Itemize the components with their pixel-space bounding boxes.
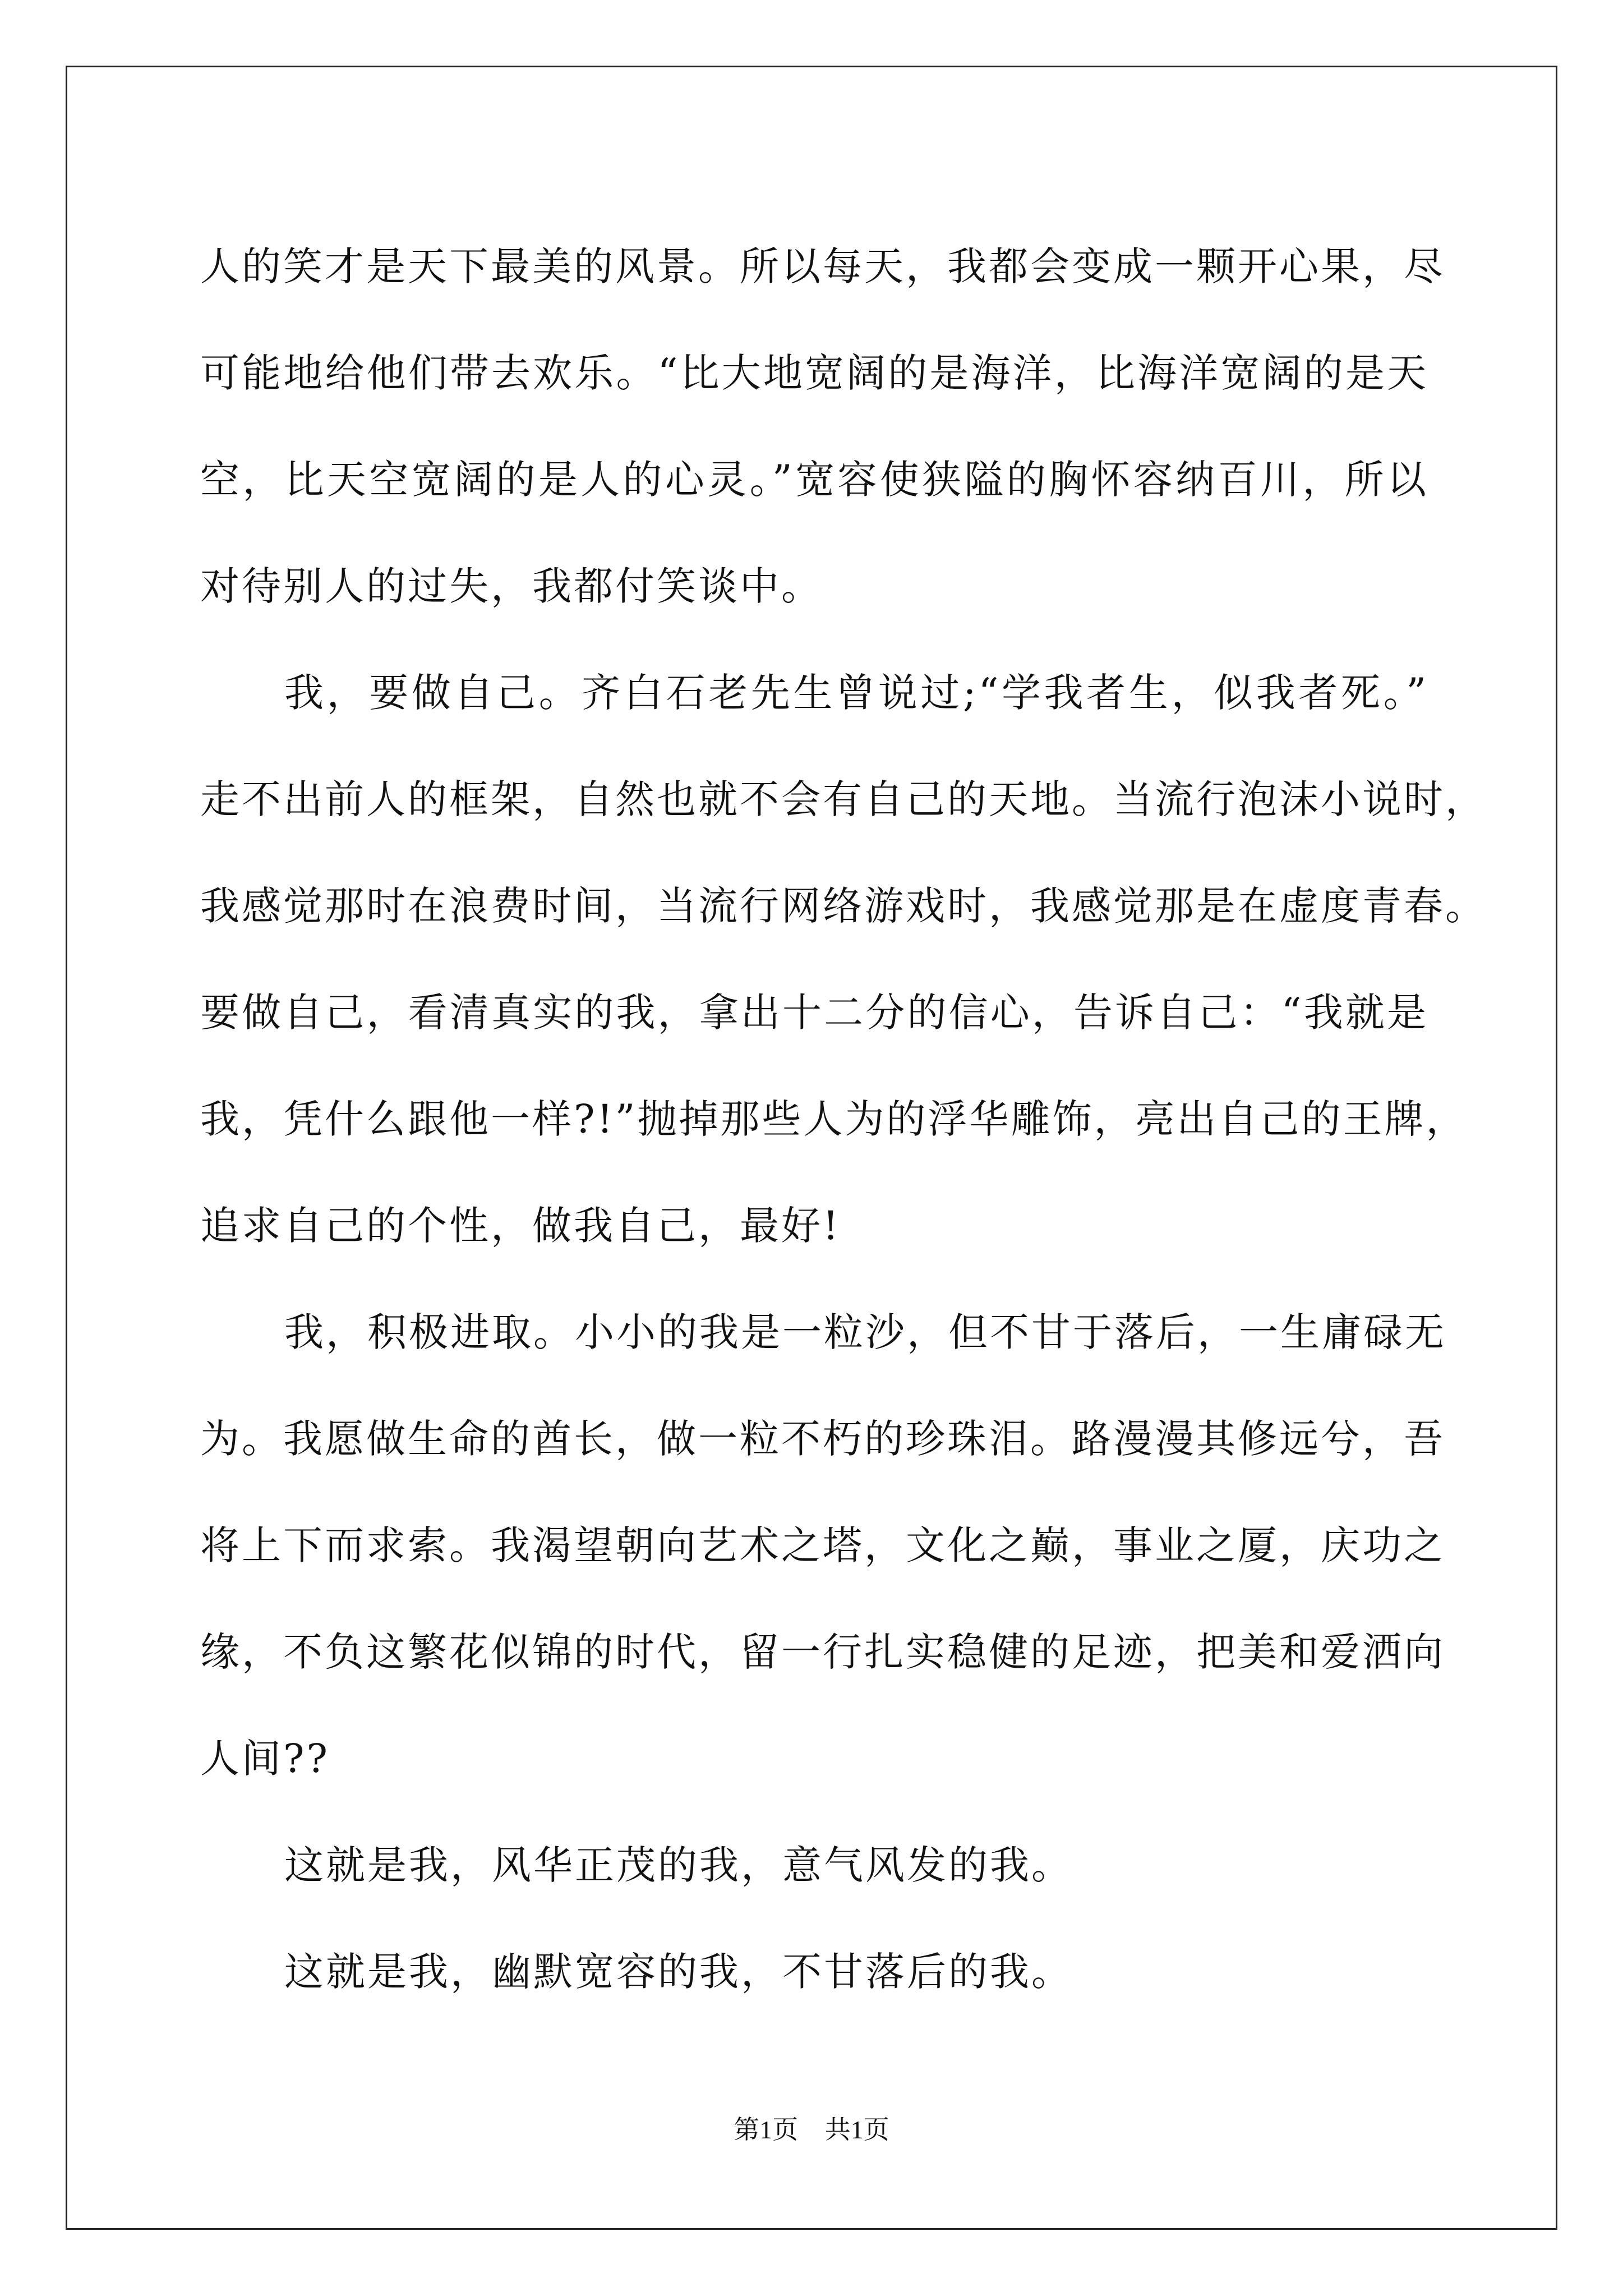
page-footer xyxy=(0,2109,1623,2146)
text-line: 人的笑才是天下最美的风景。所以每天，我都会变成一颗开心果，尽 xyxy=(200,243,1445,289)
text-line: 对待别人的过失，我都付笑谈中。 xyxy=(200,563,823,609)
text-line: 我，积极进取。小小的我是一粒沙，但不甘于落后，一生庸碌无 xyxy=(284,1309,1446,1355)
text-line: 人间?? xyxy=(200,1736,330,1782)
text-line: 缘，不负这繁花似锦的时代，留一行扎实稳健的足迹，把美和爱洒向 xyxy=(200,1629,1445,1675)
text-line: 这就是我，幽默宽容的我，不甘落后的我。 xyxy=(284,1949,1073,1995)
text-line: 走不出前人的框架，自然也就不会有自己的天地。当流行泡沫小说时， xyxy=(200,776,1487,822)
page-total: 共1页 xyxy=(824,2115,889,2144)
text-line: 我，凭什么跟他一样?!”抛掉那些人为的浮华雕饰，亮出自己的王牌， xyxy=(200,1096,1468,1142)
text-line: 我，要做自己。齐白石老先生曾说过;“学我者生，似我者死。” xyxy=(284,670,1428,716)
text-line: 要做自己，看清真实的我，拿出十二分的信心，告诉自己：“我就是 xyxy=(200,990,1428,1036)
text-line: 我感觉那时在浪费时间，当流行网络游戏时，我感觉那是在虚度青春。 xyxy=(200,883,1487,929)
text-line: 追求自己的个性，做我自己，最好! xyxy=(200,1203,841,1249)
text-line: 为。我愿做生命的酋长，做一粒不朽的珍珠泪。路漫漫其修远兮，吾 xyxy=(200,1416,1445,1462)
text-line: 可能地给他们带去欢乐。“比大地宽阔的是海洋，比海洋宽阔的是天 xyxy=(200,350,1428,396)
text-line: 空，比天空宽阔的是人的心灵。”宽容使狭隘的胸怀容纳百川，所以 xyxy=(200,457,1428,503)
text-line: 将上下而求索。我渴望朝向艺术之塔，文化之巅，事业之厦，庆功之 xyxy=(200,1522,1445,1568)
document-body xyxy=(200,213,1487,2025)
page-number: 第1页 xyxy=(734,2115,799,2144)
text-line: 这就是我，风华正茂的我，意气风发的我。 xyxy=(284,1842,1073,1888)
